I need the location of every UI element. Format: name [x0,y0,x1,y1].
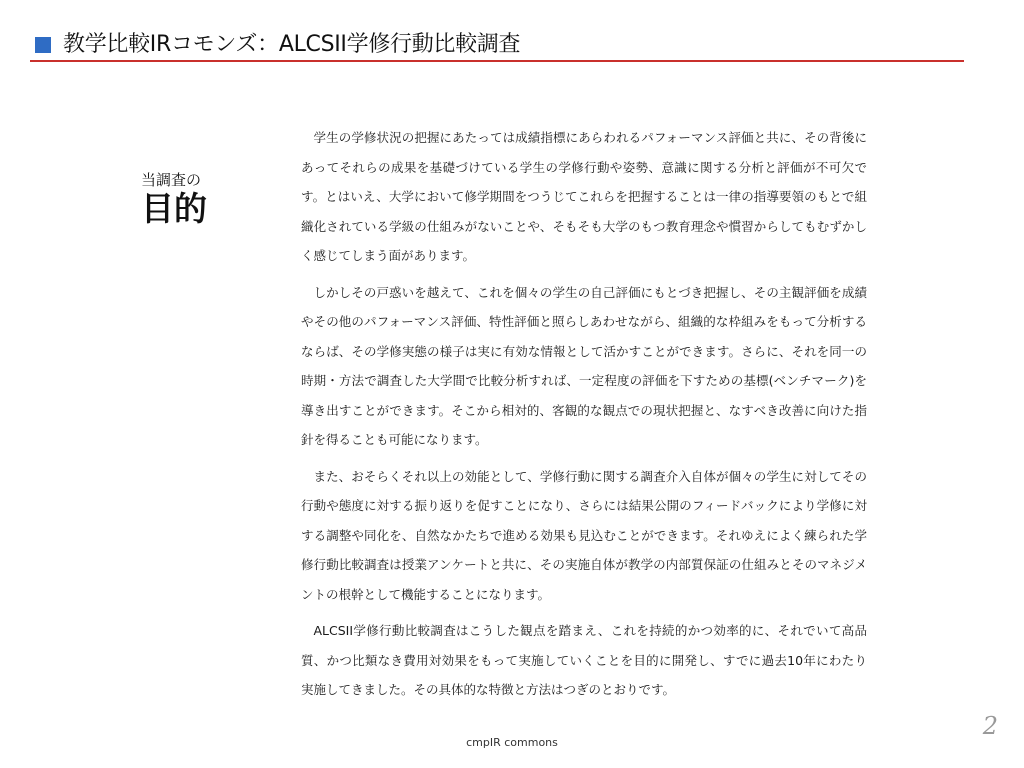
page-number: 2 [982,712,998,740]
paragraph-4: ALCSII学修行動比較調査はこうした観点を踏まえ、これを持続的かつ効率的に、それでいて高品質、かつ比類なき費用対効果をもって実施していくことを目的に開発し、すでに過去10年にわたり実施してきました。その具体的な特徴と方法はつぎのとおりです。 [301,623,867,697]
paragraph-3: また、おそらくそれ以上の効能として、学修行動に関する調査介入自体が個々の学生に対してその行動や態度に対する振り返りを促すことになり、さらには結果公開のフィードバックにより学修に対する調整や同化を、自然なかたちで進める効果も見込むことができます。それゆえによく練られた学修行動比較調査は授業アンケートと共に、その実施自体が教学の内部質保証の仕組みとそのマネジメントの根幹として機能することになります。 [301,468,867,602]
title-bullet-square [35,37,51,53]
paragraph-2: しかしその戸惑いを越えて、これを個々の学生の自己評価にもとづき把握し、その主観評価を成績やその他のパフォーマンス評価、特性評価と照らしあわせながら、組織的な枠組みをもって分析するならば、その学修実態の様子は実に有効な情報として活かすことができます。さらに、それを同一の時期・方法で調査した大学間で比較分析すれば、一定程度の評価を下すための基標(ベンチマーク)を導き出すことができます。そこから相対的、客観的な観点での現状把握と、なすべき改善に向けた指針を得ることも可能になります。 [301,284,867,447]
title-underline [30,60,964,62]
section-label-big: 目的 [141,189,207,228]
section-label [141,170,261,228]
section-label-small: 当調査の [141,171,202,189]
body-text [301,123,867,712]
footer-brand: cmpIR commons [466,736,558,749]
slide-title: 教学比較IRコモンズ：ALCSII学修行動比較調査 [63,32,521,57]
paragraph-1: 学生の学修状況の把握にあたっては成績指標にあらわれるパフォーマンス評価と共に、その背後にあってそれらの成果を基礎づけている学生の学修行動や姿勢、意識に関する分析と評価が不可欠です。とはいえ、大学において修学期間をつうじてこれらを把握することは一律の指導要領のもとで組織化されている学級の仕組みがないことや、そもそも大学のもつ教育理念や慣習からしてもむずかしく感じてしまう面があります。 [301,130,867,263]
slide-header [33,30,965,64]
